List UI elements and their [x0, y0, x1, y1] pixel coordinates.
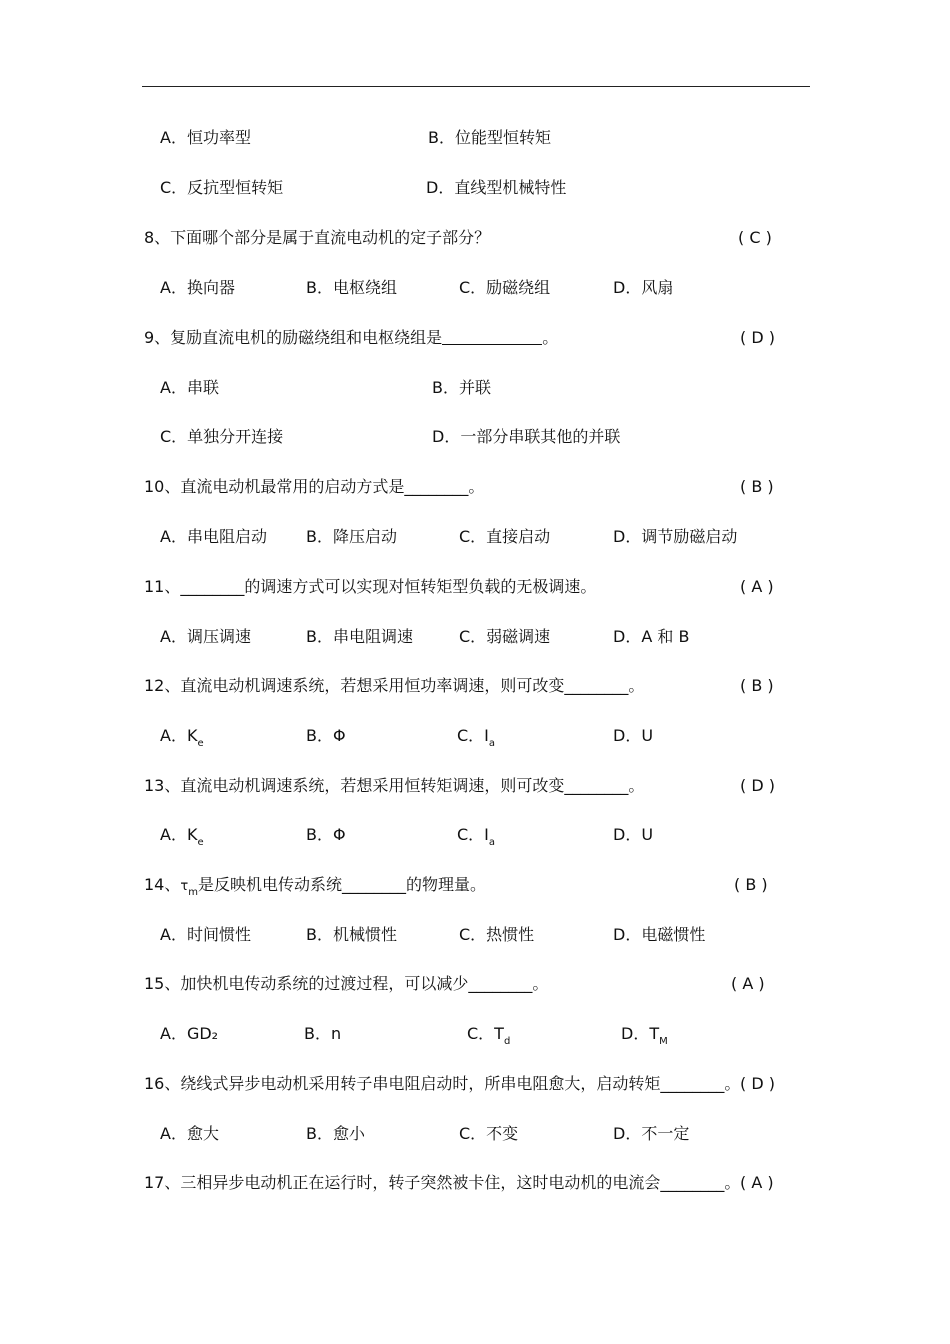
q13-option-a	[160, 825, 204, 853]
question-16: 16、绕线式异步电动机采用转子串电阻启动时，所串电阻愈大，启动转矩________。	[144, 1074, 741, 1093]
q16-option-a: A．愈大	[160, 1124, 219, 1143]
q14-option-a: A．时间惯性	[160, 925, 251, 944]
option-d: D．直线型机械特性	[426, 178, 567, 197]
option-main: B．Φ	[306, 825, 346, 844]
option-main: B．n	[304, 1024, 342, 1043]
option-main: C．I	[457, 825, 489, 844]
q16-option-b: B．愈小	[306, 1124, 365, 1143]
option-main: C．T	[467, 1024, 504, 1043]
q8-option-d: D．风扇	[613, 278, 674, 297]
option-subscript: d	[503, 1036, 511, 1047]
q14-option-b: B．机械惯性	[306, 925, 397, 944]
tau-subscript: m	[188, 887, 198, 898]
q12-option-a	[160, 726, 204, 754]
question-10: 10、直流电动机最常用的启动方式是________。	[144, 477, 485, 496]
answer-14: ( B )	[734, 875, 768, 894]
option-subscript: M	[659, 1036, 668, 1047]
q11-option-b: B．串电阻调速	[306, 627, 413, 646]
option-main: D．T	[621, 1024, 660, 1043]
option-main: D．U	[613, 825, 654, 844]
option-main: B．Φ	[306, 726, 346, 745]
option-c: C．反抗型恒转矩	[160, 178, 284, 197]
q13-option-c	[457, 825, 495, 853]
option-b: B．位能型恒转矩	[428, 128, 551, 147]
option-main: D．U	[613, 726, 654, 745]
question-17: 17、三相异步电动机正在运行时，转子突然被卡住，这时电动机的电流会________。	[144, 1173, 741, 1192]
option-subscript: a	[488, 837, 496, 848]
answer-12: ( B )	[740, 676, 774, 695]
q9-option-c: C．单独分开连接	[160, 427, 284, 446]
question-14-text: 是反映机电传动系统________的物理量。	[197, 875, 486, 894]
header-rule	[142, 86, 810, 87]
q11-option-d: D．A 和 B	[613, 627, 690, 646]
q13-option-d	[613, 825, 653, 845]
q11-option-c: C．弱磁调速	[459, 627, 551, 646]
question-8: 8、下面哪个部分是属于直流电动机的定子部分？	[144, 228, 491, 247]
answer-13: ( D )	[740, 776, 775, 795]
option-main: C．I	[457, 726, 489, 745]
option-main: A．K	[160, 726, 198, 745]
q9-option-d: D．一部分串联其他的并联	[432, 427, 621, 446]
q16-option-d: D．不一定	[613, 1124, 690, 1143]
answer-15: ( A )	[731, 974, 765, 993]
question-11: 11、________的调速方式可以实现对恒转矩型负载的无极调速。	[144, 577, 597, 596]
q15-option-c	[467, 1024, 510, 1052]
question-12: 12、直流电动机调速系统，若想采用恒功率调速，则可改变________。	[144, 676, 645, 695]
answer-17: ( A )	[740, 1173, 774, 1192]
q8-option-a: A．换向器	[160, 278, 235, 297]
q14-option-d: D．电磁惯性	[613, 925, 706, 944]
question-15: 15、加快机电传动系统的过渡过程，可以减少________。	[144, 974, 549, 993]
q13-option-b	[306, 825, 346, 845]
answer-blank	[442, 330, 542, 345]
q9-option-b: B．并联	[432, 378, 491, 397]
q12-option-d	[613, 726, 653, 746]
question-9-text: 9、复励直流电机的励磁绕组和电枢绕组是	[144, 328, 443, 347]
option-subscript: a	[488, 738, 496, 749]
option-main: A．GD₂	[160, 1024, 219, 1043]
question-14	[144, 875, 486, 903]
option-subscript: e	[197, 837, 204, 848]
q10-option-b: B．降压启动	[306, 527, 397, 546]
q15-option-a	[160, 1024, 218, 1044]
option-subscript: e	[197, 738, 204, 749]
q16-option-c: C．不变	[459, 1124, 519, 1143]
q12-option-b	[306, 726, 346, 746]
q11-option-a: A．调压调速	[160, 627, 251, 646]
q14-option-c: C．热惯性	[459, 925, 535, 944]
answer-16: ( D )	[740, 1074, 775, 1093]
question-13: 13、直流电动机调速系统，若想采用恒转矩调速，则可改变________。	[144, 776, 645, 795]
q10-option-d: D．调节励磁启动	[613, 527, 738, 546]
answer-9: ( D )	[740, 328, 775, 347]
question-9	[144, 328, 558, 348]
q15-option-b	[304, 1024, 341, 1044]
answer-11: ( A )	[740, 577, 774, 596]
answer-8: ( C )	[738, 228, 772, 247]
q10-option-c: C．直接启动	[459, 527, 551, 546]
q15-option-d	[621, 1024, 668, 1052]
question-14-number: 14、	[144, 875, 181, 894]
q10-option-a: A．串电阻启动	[160, 527, 267, 546]
q8-option-b: B．电枢绕组	[306, 278, 397, 297]
answer-10: ( B )	[740, 477, 774, 496]
q9-option-a: A．串联	[160, 378, 219, 397]
tau-symbol: τ	[180, 879, 189, 894]
question-9-end: 。	[542, 328, 559, 347]
option-a: A．恒功率型	[160, 128, 251, 147]
q8-option-c: C．励磁绕组	[459, 278, 551, 297]
option-main: A．K	[160, 825, 198, 844]
q12-option-c	[457, 726, 495, 754]
